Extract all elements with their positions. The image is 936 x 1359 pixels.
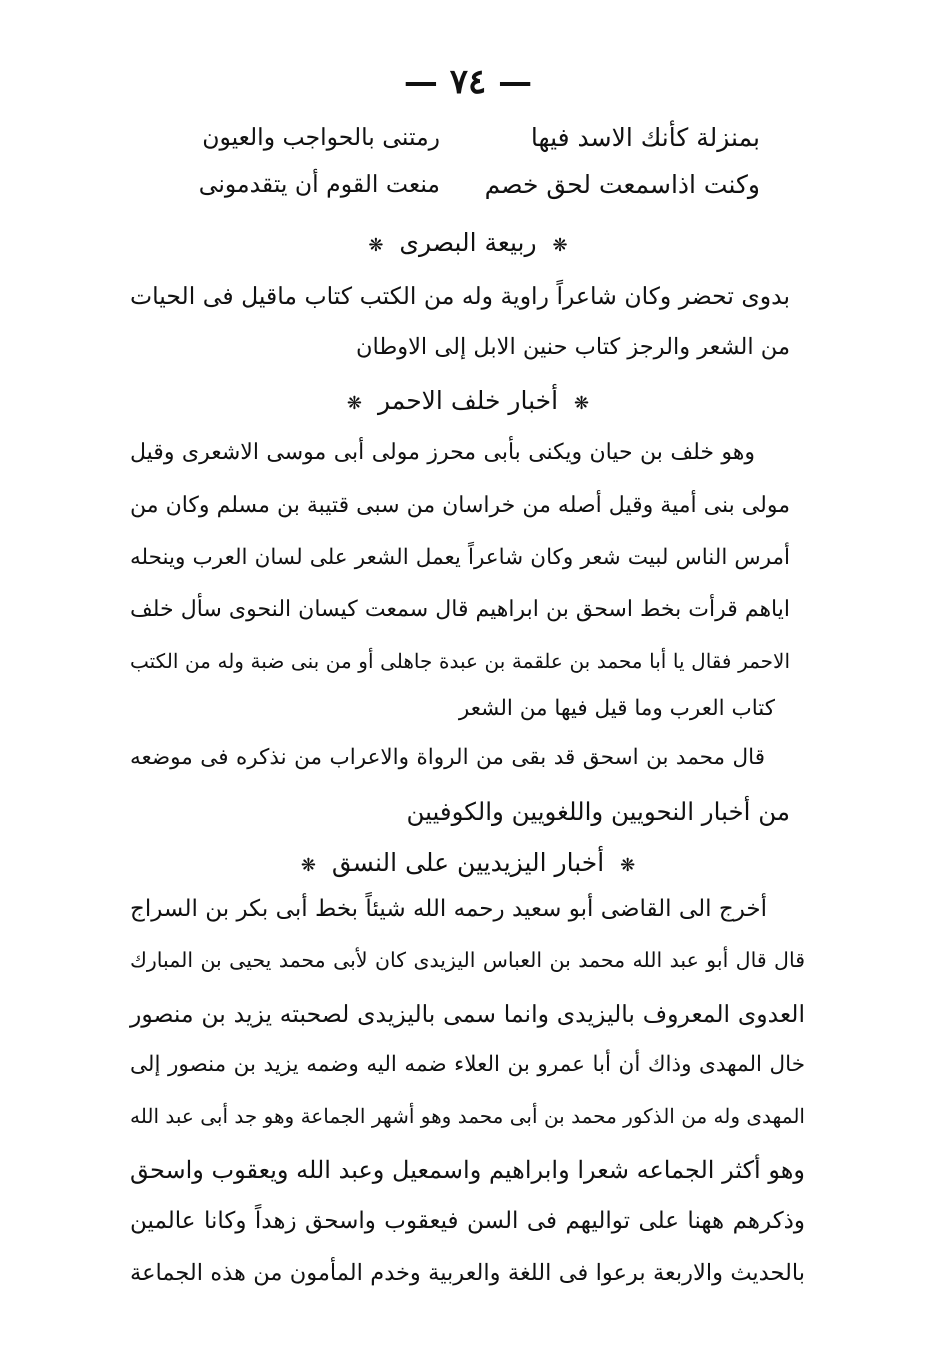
paragraph-line: قال قال أبو عبد الله محمد بن العباس اليزيدى كان لأبى محمد يحيى بن المبارك xyxy=(130,948,805,972)
ornament-icon: ❋ xyxy=(346,393,363,414)
paragraph-line: أمرس الناس لبيت شعر وكان شاعراً يعمل الشعر على لسان العرب وينحله xyxy=(130,545,790,570)
verse-2-first-hemistich: وكنت اذاسمعت لحق خصم xyxy=(484,170,760,199)
paragraph-line: العدوى المعروف باليزيدى وانما سمى باليزيدى لصحبته يزيد بن منصور xyxy=(130,1000,805,1028)
paragraph-line: من أخبار النحويين واللغويين والكوفيين xyxy=(406,797,790,826)
paragraph-line: وهو أكثر الجماعه شعرا وابراهيم واسمعيل وعبد الله ويعقوب واسحق xyxy=(130,1156,805,1184)
paragraph-line: كتاب العرب وما قيل فيها من الشعر xyxy=(458,696,775,721)
ornament-icon: ❋ xyxy=(300,855,316,876)
paragraph-line: أخرج الى القاضى أبو سعيد رحمه الله شيئاً بخط أبى بكر بن السراج xyxy=(130,896,767,922)
heading-text: أخبار اليزيديين على النسق xyxy=(331,848,605,877)
section-heading-rabia xyxy=(0,228,936,257)
verse-1-second-hemistich: رمتنى بالحواجب والعيون xyxy=(202,123,440,151)
paragraph-line: خال المهدى وذاك أن أبا عمرو بن العلاء ضمه اليه وضمه يزيد بن منصور إلى xyxy=(130,1052,805,1077)
page-number: — ٧٤ — xyxy=(403,62,533,102)
paragraph-line: من الشعر والرجز كتاب حنين الابل إلى الاوطان xyxy=(355,334,790,360)
section-heading-khalaf xyxy=(0,386,936,415)
paragraph-line: المهدى وله من الذكور محمد بن أبى محمد وهو أشهر الجماعة وهو جد أبى عبد الله xyxy=(130,1104,805,1128)
paragraph-line: وهو خلف بن حيان ويكنى بأبى محرز مولى أبى موسى الاشعرى وقيل xyxy=(130,440,755,465)
paragraph-line: بدوى تحضر وكان شاعراً راوية وله من الكتب كتاب ماقيل فى الحيات xyxy=(130,282,790,310)
section-heading-yazidi xyxy=(0,848,936,877)
paragraph-line: بالحديث والاربعة برعوا فى اللغة والعربية وخدم المأمون من هذه الجماعة xyxy=(130,1260,805,1286)
heading-text: أخبار خلف الاحمر xyxy=(377,386,559,415)
paragraph-line: مولى بنى أمية وقيل أصله من خراسان من سبى قتيبة بن مسلم وكان من xyxy=(130,493,790,518)
verse-1-first-hemistich: بمنزلة كأنك الاسد فيها xyxy=(530,123,760,152)
paragraph-line: الاحمر فقال يا أبا محمد بن علقمة بن عبدة جاهلى أو من بنى ضبة وله من الكتب xyxy=(130,649,790,673)
ornament-icon: ❋ xyxy=(368,235,384,256)
paragraph-line: وذكرهم ههنا على تواليهم فى السن فيعقوب واسحق زهداً وكانا عالمين xyxy=(130,1208,805,1234)
ornament-icon: ❋ xyxy=(620,855,636,876)
ornament-icon: ❋ xyxy=(552,235,568,256)
verse-2-second-hemistich: منعت القوم أن يتقدمونى xyxy=(198,170,440,198)
ornament-icon: ❋ xyxy=(573,393,590,414)
paragraph-line: قال محمد بن اسحق قد بقى من الرواة والاعراب من نذكره فى موضعه xyxy=(130,745,765,770)
heading-text: ربيعة البصرى xyxy=(399,228,537,257)
paragraph-line: اياهم قرأت بخط اسحق بن ابراهيم قال سمعت كيسان النحوى سأل خلف xyxy=(130,597,790,622)
